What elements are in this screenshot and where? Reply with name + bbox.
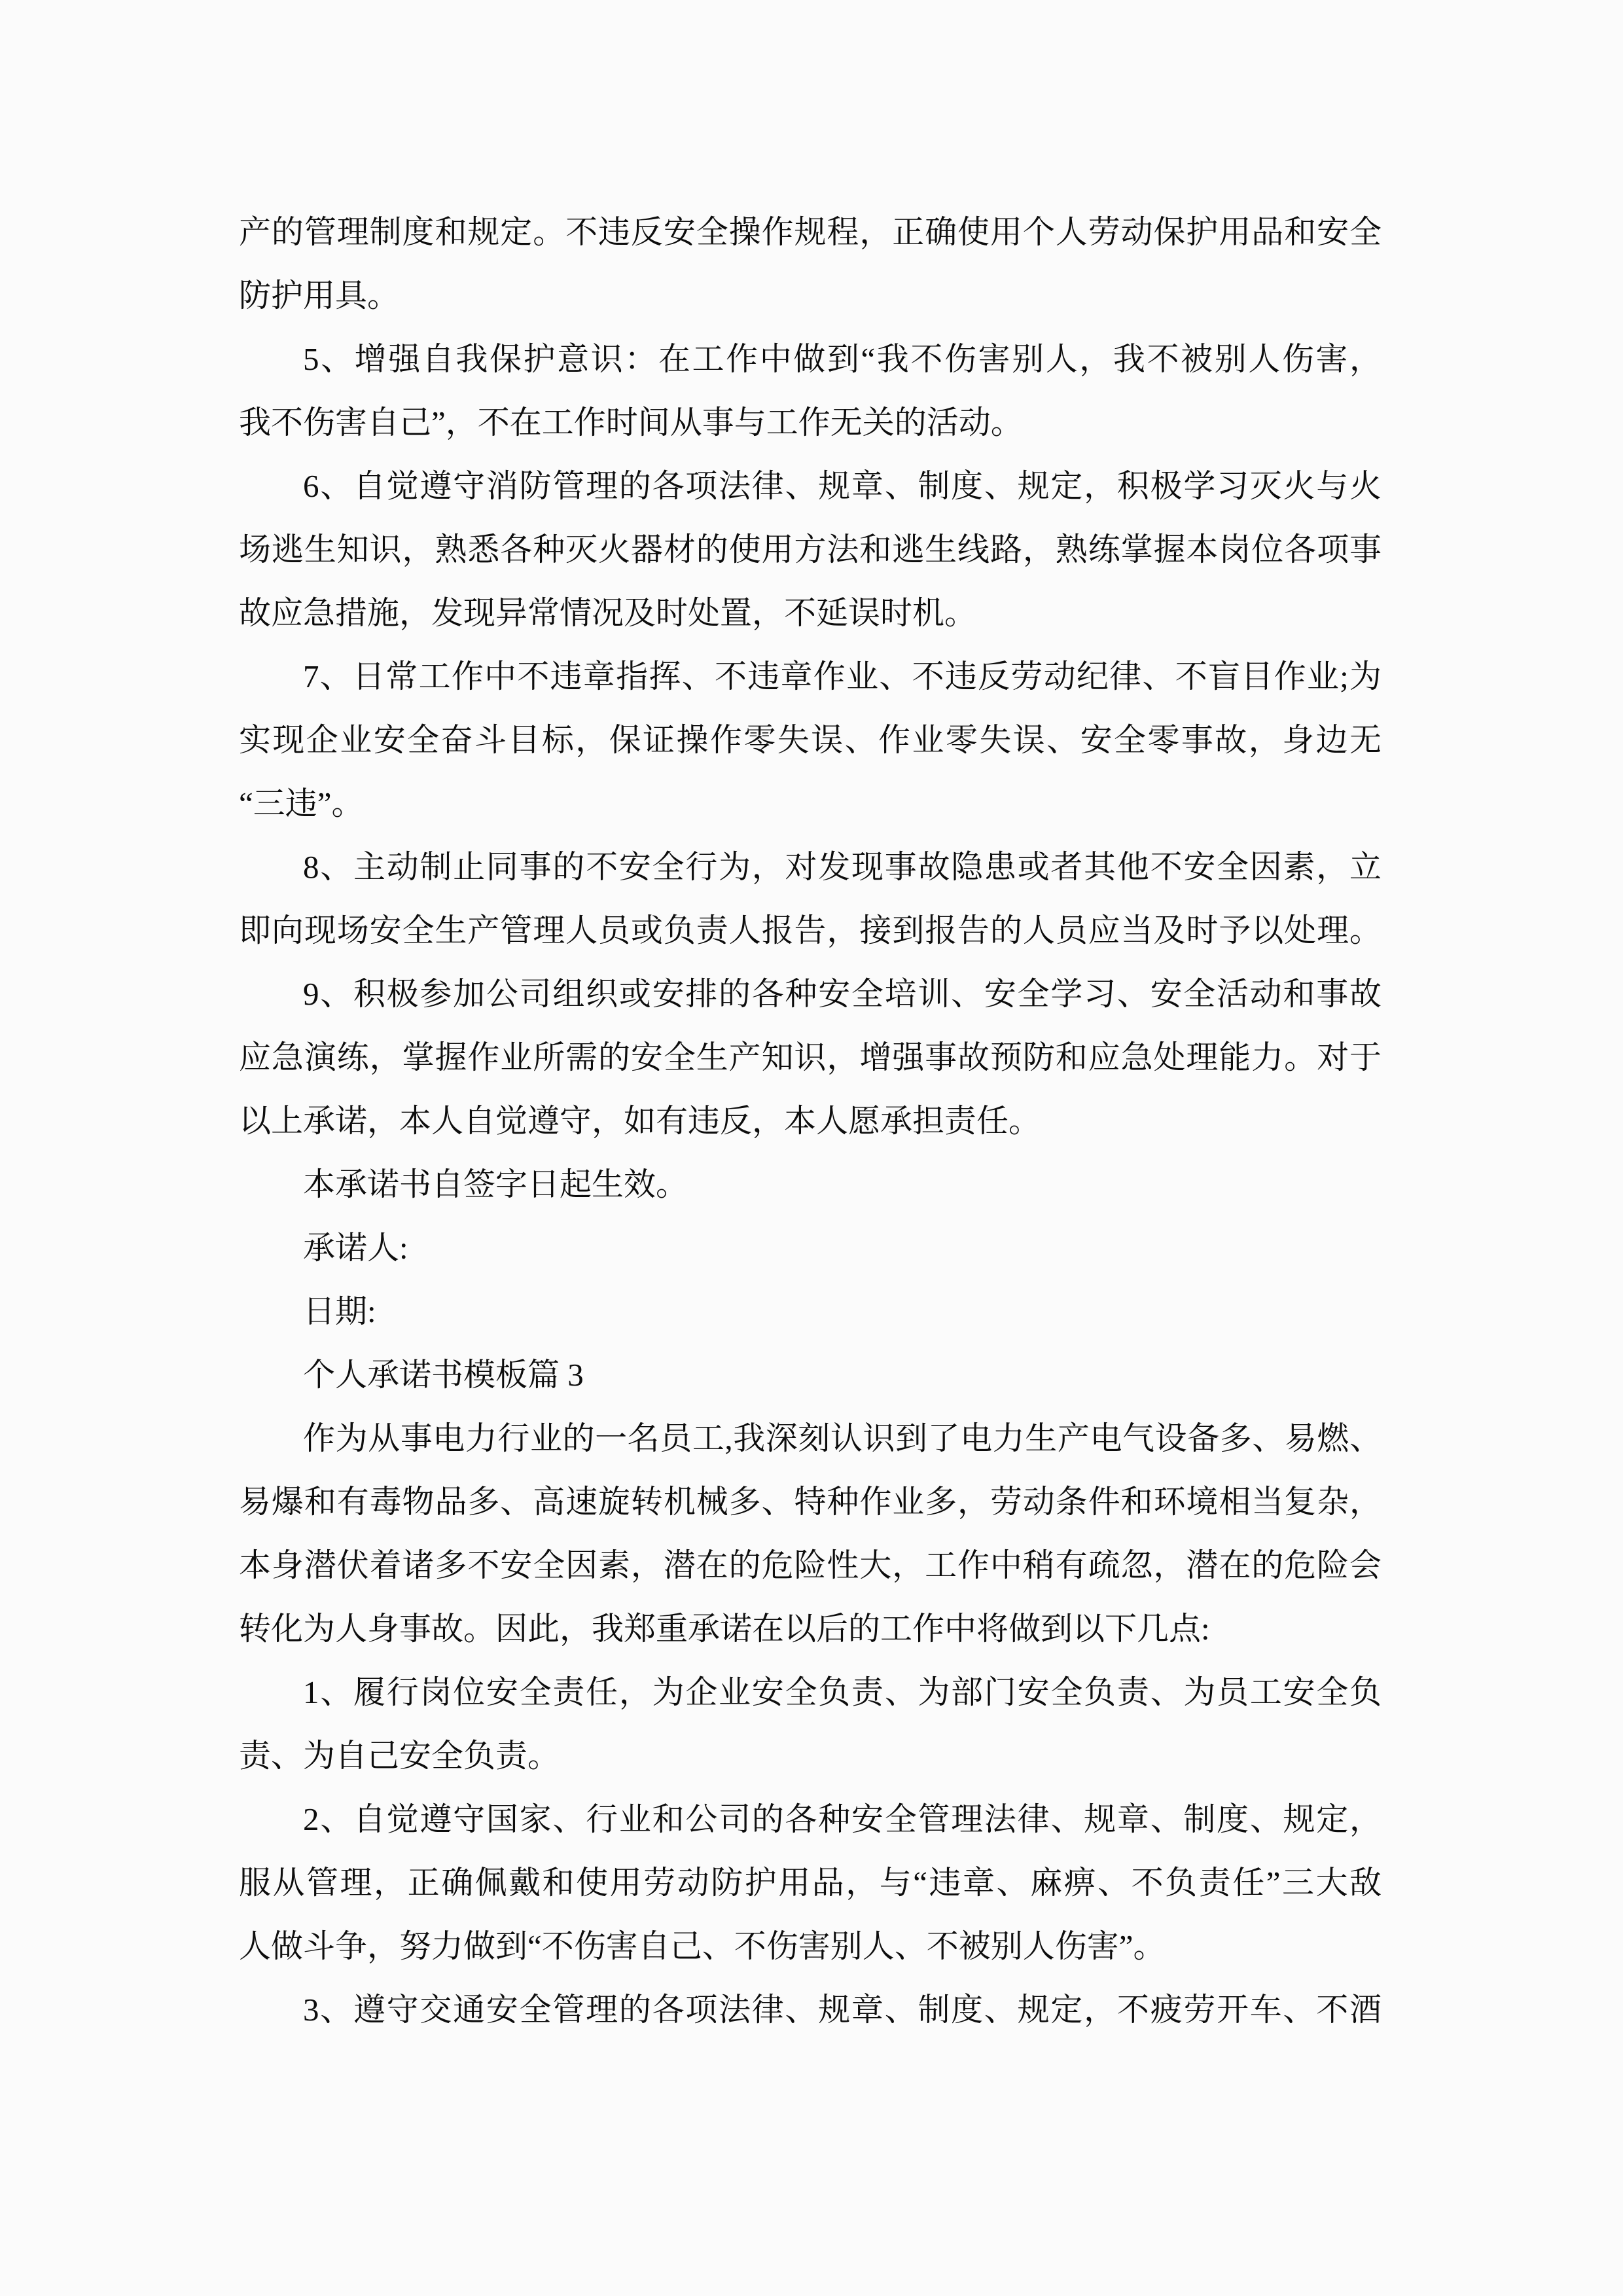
text-line: 8、主动制止同事的不安全行为，对发现事故隐患或者其他不安全因素，立 [303,849,1382,885]
text-line: 易爆和有毒物品多、高速旋转机械多、特种作业多，劳动条件和环境相当复杂， [239,1484,1382,1520]
text-line: 防护用具。 [239,278,400,314]
text-line: 故应急措施，发现异常情况及时处置，不延误时机。 [239,595,977,631]
text-line: 5、增强自我保护意识：在工作中做到“我不伤害别人，我不被别人伤害， [303,341,1382,377]
text-line: 6、自觉遵守消防管理的各项法律、规章、制度、规定，积极学习灭火与火 [303,468,1382,504]
text-line: 以上承诺，本人自觉遵守，如有违反，本人愿承担责任。 [239,1103,1041,1139]
text-line: 实现企业安全奋斗目标，保证操作零失误、作业零失误、安全零事故，身边无 [239,722,1382,758]
document-body [239,200,1382,2041]
text-line: 服从管理，正确佩戴和使用劳动防护用品，与“违章、麻痹、不负责任”三大敌 [239,1865,1382,1901]
text-line: 即向现场安全生产管理人员或负责人报告，接到报告的人员应当及时予以处理。 [239,912,1382,948]
text-line: 2、自觉遵守国家、行业和公司的各种安全管理法律、规章、制度、规定， [303,1801,1382,1837]
text-line: 1、履行岗位安全责任，为企业安全负责、为部门安全负责、为员工安全负 [303,1674,1382,1710]
text-line: 3、遵守交通安全管理的各项法律、规章、制度、规定，不疲劳开车、不酒 [303,1992,1382,2028]
text-line: 日期: [303,1293,376,1329]
text-line: “三违”。 [239,785,364,821]
text-line: 人做斗争，努力做到“不伤害自己、不伤害别人、不被别人伤害”。 [239,1928,1166,1964]
text-line: 本身潜伏着诸多不安全因素，潜在的危险性大，工作中稍有疏忽，潜在的危险会 [239,1547,1382,1583]
text-line: 场逃生知识，熟悉各种灭火器材的使用方法和逃生线路，熟练掌握本岗位各项事 [239,531,1382,567]
text-line: 应急演练，掌握作业所需的安全生产知识，增强事故预防和应急处理能力。对于 [239,1039,1382,1075]
text-line: 我不伤害自己”，不在工作时间从事与工作无关的活动。 [239,404,1023,440]
text-line: 责、为自己安全负责。 [239,1738,560,1774]
text-line: 7、日常工作中不违章指挥、不违章作业、不违反劳动纪律、不盲目作业;为 [303,658,1382,694]
text-line: 本承诺书自签字日起生效。 [303,1166,688,1202]
text-line: 个人承诺书模板篇 3 [303,1357,584,1393]
text-line: 作为从事电力行业的一名员工,我深刻认识到了电力生产电气设备多、易燃、 [303,1420,1382,1456]
text-line: 9、积极参加公司组织或安排的各种安全培训、安全学习、安全活动和事故 [303,976,1382,1012]
text-line: 承诺人: [303,1230,408,1266]
text-line: 转化为人身事故。因此，我郑重承诺在以后的工作中将做到以下几点: [239,1611,1210,1647]
text-line: 产的管理制度和规定。不违反安全操作规程，正确使用个人劳动保护用品和安全 [239,214,1382,250]
